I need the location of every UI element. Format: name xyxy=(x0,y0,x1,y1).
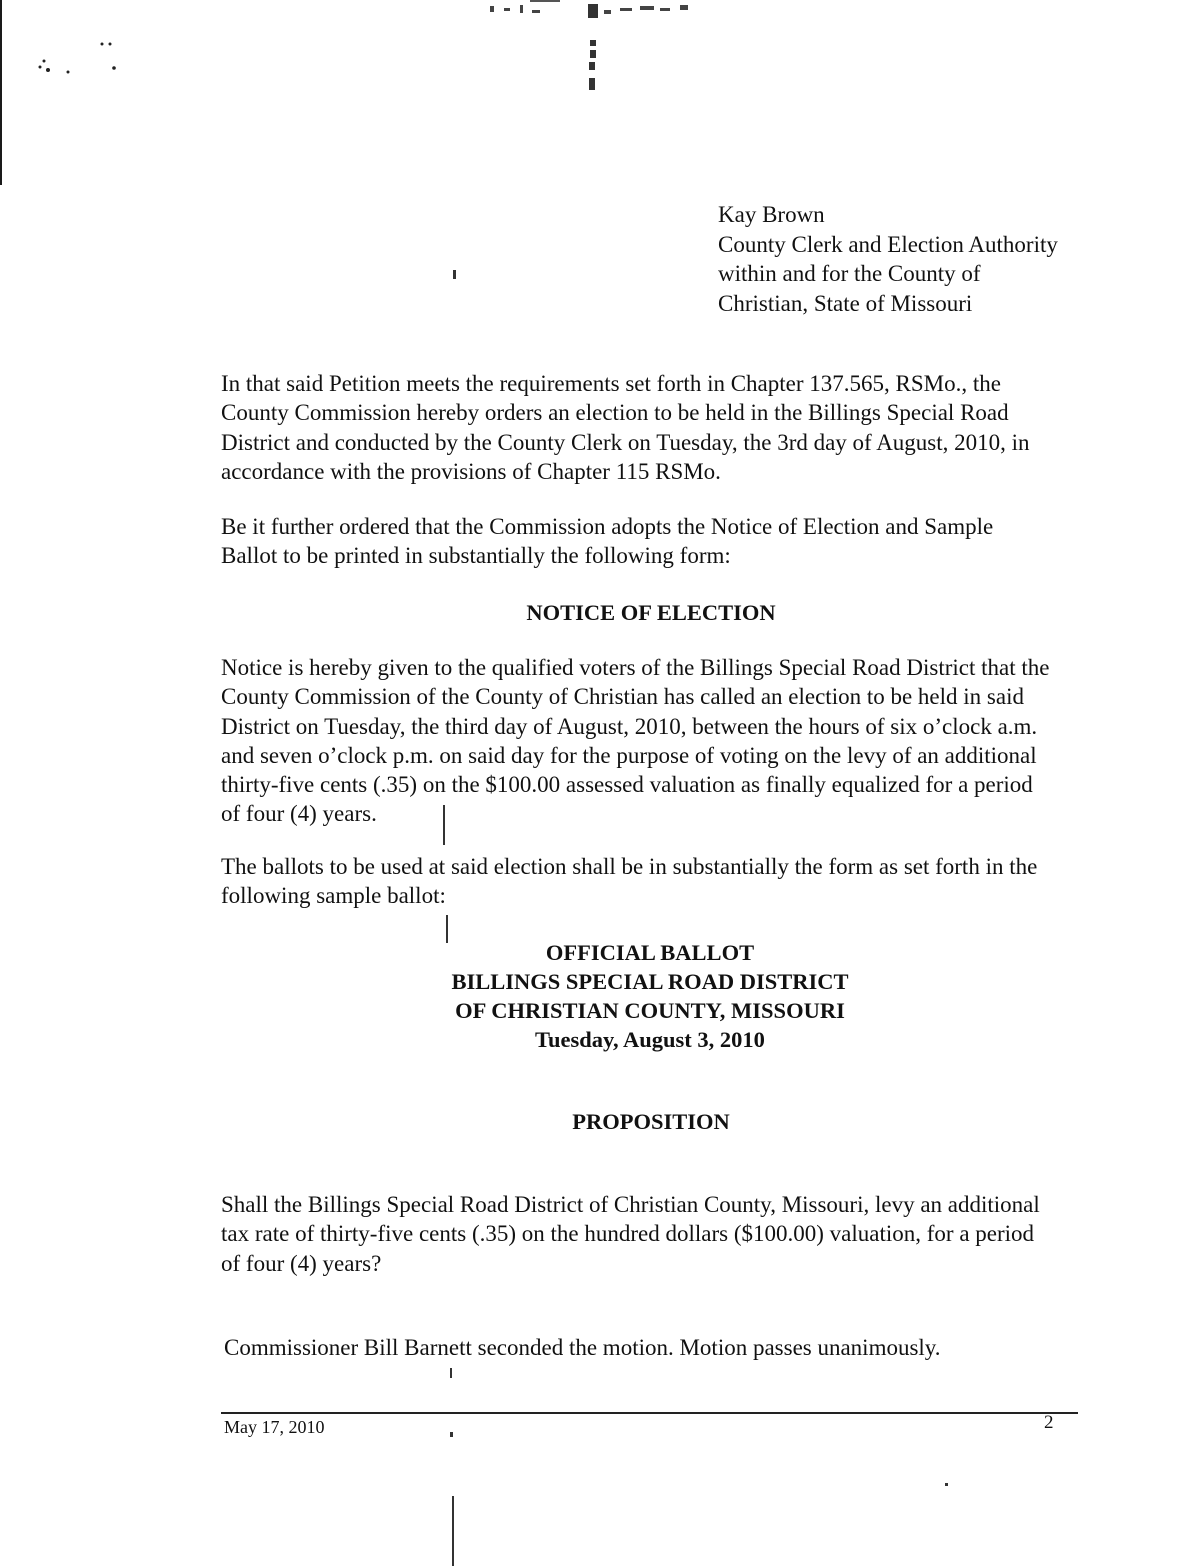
scan-mark xyxy=(450,1432,453,1437)
scan-left-edge xyxy=(0,0,2,185)
paragraph-line: The ballots to be used at said election shall be in substantially the form as set forth in the xyxy=(221,854,1038,879)
ballot-date: Tuesday, August 3, 2010 xyxy=(535,1027,765,1052)
signature-block xyxy=(718,200,1158,318)
proposition-heading: PROPOSITION xyxy=(572,1109,730,1134)
signer-title-line: Christian, State of Missouri xyxy=(718,290,973,316)
paragraph-line: Shall the Billings Special Road District of Christian County, Missouri, levy an additional xyxy=(221,1192,1040,1217)
ballot-intro-paragraph xyxy=(221,852,1091,911)
signer-title-line: within and for the County of xyxy=(718,261,981,286)
paragraph-line: Be it further ordered that the Commission adopts the Notice of Election and Sample xyxy=(221,514,994,539)
motion-text: Commissioner Bill Barnett seconded the motion. Motion passes unanimously. xyxy=(224,1335,941,1360)
footer-date: May 17, 2010 xyxy=(224,1417,325,1437)
ballot-heading-line: OFFICIAL BALLOT xyxy=(545,940,755,965)
scan-mark xyxy=(945,1483,948,1486)
scan-specks xyxy=(30,36,140,86)
paragraph-line: County Commission hereby orders an election to be held in the Billings Special Road xyxy=(221,400,1009,426)
scan-mark xyxy=(450,1368,452,1378)
paragraph-line: County Commission of the County of Christian has called an election to be held in said xyxy=(221,684,1024,710)
signer-title-line: County Clerk and Election Authority xyxy=(718,231,1058,257)
paragraph-line: tax rate of thirty-five cents (.35) on the hundred dollars ($100.00) valuation, for a period xyxy=(221,1221,1035,1247)
paragraph-line: and seven o’clock p.m. on said day for the purpose of voting on the levy of an additional xyxy=(221,742,1037,768)
scan-header-noise xyxy=(470,0,730,95)
footer-rule xyxy=(221,1412,1078,1414)
signer-name: Kay Brown xyxy=(718,202,825,227)
paragraph-line: following sample ballot: xyxy=(221,883,446,909)
paragraph-line: In that said Petition meets the requirements set forth in Chapter 137.565, RSMo., the xyxy=(221,371,1001,396)
page-number: 2 xyxy=(1044,1412,1054,1433)
paragraph-line: thirty-five cents (.35) on the $100.00 assessed valuation as finally equalized for a period xyxy=(221,772,1033,798)
ballot-heading-line: OF CHRISTIAN COUNTY, MISSOURI xyxy=(455,998,845,1023)
notice-heading: NOTICE OF ELECTION xyxy=(526,600,776,625)
paragraph-line: District on Tuesday, the third day of August, 2010, between the hours of six o’clock a.m. xyxy=(221,713,1038,739)
election-order-paragraph xyxy=(221,369,1091,486)
motion-paragraph xyxy=(224,1333,1094,1362)
further-order-paragraph xyxy=(221,512,1091,571)
paragraph-line: of four (4) years? xyxy=(221,1250,382,1276)
official-ballot-heading xyxy=(240,938,1060,1054)
notice-paragraph xyxy=(221,653,1091,829)
paragraph-line: District and conducted by the County Clerk on Tuesday, the 3rd day of August, 2010, in xyxy=(221,429,1030,455)
proposition-paragraph xyxy=(221,1190,1091,1278)
scan-mark xyxy=(452,1496,454,1566)
scan-mark xyxy=(453,270,456,279)
paragraph-line: Notice is hereby given to the qualified voters of the Billings Special Road District that the xyxy=(221,655,1050,680)
ballot-heading-line: BILLINGS SPECIAL ROAD DISTRICT xyxy=(451,969,849,994)
paragraph-line: accordance with the provisions of Chapter 115 RSMo. xyxy=(221,458,721,484)
paragraph-line: of four (4) years. xyxy=(221,801,377,827)
paragraph-line: Ballot to be printed in substantially the following form: xyxy=(221,543,731,569)
